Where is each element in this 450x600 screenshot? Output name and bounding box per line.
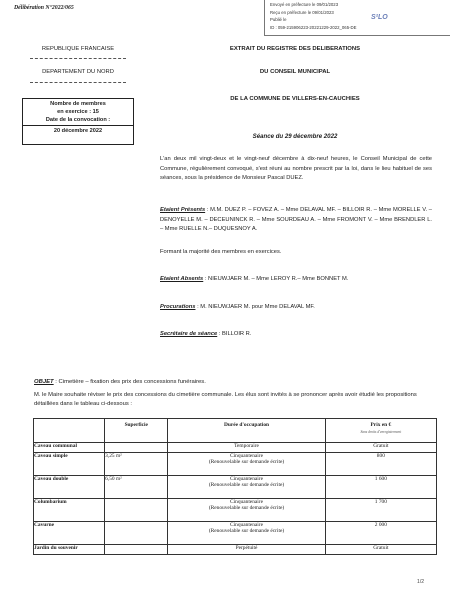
- membres-label: Nombre de membres: [50, 101, 106, 107]
- conseil-title: DU CONSEIL MUNICIPAL: [259, 69, 331, 75]
- concession-surface: [105, 545, 168, 555]
- table-header-prix: [325, 419, 436, 443]
- absents-list: : NIEUWJAER M. – Mme LEROY R.– Mme BONNET M.: [204, 276, 349, 282]
- presents-label: Etaient Présents: [160, 207, 206, 213]
- duree-label: Cinquantenaire: [230, 522, 263, 528]
- convocation-label: Date de la convocation :: [45, 117, 111, 123]
- prix-header-label: Prix en €: [370, 422, 392, 428]
- majorite-text: Formant la majorité des membres en exercices.: [160, 249, 282, 255]
- membres-box: [22, 98, 134, 145]
- table-header-duree: Durée d'occupation: [168, 419, 325, 443]
- procurations-text: : M. NIEUWJAER M. pour Mme DELAVAL MF.: [197, 304, 315, 310]
- departement-label: DEPARTEMENT DU NORD: [42, 69, 114, 75]
- concession-surface: [105, 443, 168, 453]
- concession-prix: 1 600: [325, 476, 436, 499]
- membres-count: en exercice : 15: [57, 109, 99, 115]
- procurations-paragraph: [160, 303, 432, 313]
- table-row: [34, 443, 437, 453]
- deliberation-reference: Délibération N°2022/065: [14, 5, 74, 11]
- objet-text: : Cimetière – fixation des prix des concessions funéraires.: [55, 379, 206, 385]
- stamp-signature-logo: S²LO: [371, 14, 388, 21]
- concessions-table: [33, 418, 437, 555]
- table-row: [34, 476, 437, 499]
- duree-label: Cinquantenaire: [230, 453, 263, 459]
- stamp-line: ID : 059-215906223-20221229-2022_065-DE: [270, 24, 357, 30]
- concession-prix: 1 700: [325, 499, 436, 522]
- concession-type: Columbarium: [34, 499, 105, 522]
- intro-paragraph: L'an deux mil vingt-deux et le vingt-neuf décembre à dix-neuf heures, le Conseil Municipal de cette Commune, régulièrement convoqué, s'est réuni au nombre prescrit par la loi, dans le lieu habituel de ses séances, sous la présidence de Monsieur Pascal DUEZ.: [160, 156, 432, 182]
- duree-note: (Renouvelable sur demande écrite): [208, 505, 285, 511]
- concession-prix: 800: [325, 453, 436, 476]
- concession-type: Caveau communal: [34, 443, 105, 453]
- concession-surface: [105, 522, 168, 545]
- duree-note: (Renouvelable sur demande écrite): [208, 528, 285, 534]
- stamp-line: Envoyé en préfecture le 09/01/2023: [270, 2, 339, 7]
- registre-title: EXTRAIT DU REGISTRE DES DELIBERATIONS: [229, 46, 361, 52]
- duree-label: Temporaire: [234, 443, 259, 449]
- table-row: [34, 545, 437, 555]
- concession-duree: [168, 453, 325, 476]
- absents-paragraph: [160, 275, 432, 285]
- concession-duree: [168, 476, 325, 499]
- duree-label: Cinquantenaire: [230, 476, 263, 482]
- duree-note: (Renouvelable sur demande écrite): [208, 459, 285, 465]
- republique-label: REPUBLIQUE FRANCAISE: [41, 46, 115, 52]
- prefecture-stamp: [264, 0, 450, 36]
- concession-duree: [168, 522, 325, 545]
- page-number: 1/2: [417, 579, 424, 585]
- concession-surface: [105, 499, 168, 522]
- divider: [30, 82, 126, 83]
- table-header-superficie: Superficie: [105, 419, 168, 443]
- stamp-line: Reçu en préfecture le 09/01/2023: [270, 9, 334, 15]
- table-row: [34, 453, 437, 476]
- concession-type: Caveau double: [34, 476, 105, 499]
- concession-prix: Gratuit: [325, 545, 436, 555]
- stamp-line: Publié le: [270, 17, 287, 22]
- divider: [23, 125, 133, 126]
- concession-type: Caveau simple: [34, 453, 105, 476]
- table-header-row: [34, 419, 437, 443]
- concession-duree: [168, 499, 325, 522]
- concession-surface: 3,25 m²: [105, 453, 168, 476]
- presents-list: : M.M. DUEZ P. – FOVEZ A. – Mme DELAVAL MF. – BILLOIR R. – Mme MORELLE V. – DENOYELLE M. – DECEUNINCK R. – Mme SOURDEAU A. – Mme FROMONT V. – Mme BRENDLER L. – Mme RUELLE N.– DUQUESNOY A.: [160, 207, 432, 233]
- concession-surface: 6,50 m²: [105, 476, 168, 499]
- presents-paragraph: [160, 206, 432, 235]
- prix-header-sub: Sans droits d'enregistrement: [360, 430, 402, 434]
- commune-title: DE LA COMMUNE DE VILLERS-EN-CAUCHIES: [230, 96, 360, 102]
- absents-label: Etaient Absents: [160, 276, 204, 282]
- concession-duree: [168, 545, 325, 555]
- objet-intro: M. le Maire souhaite réviser le prix des concessions du cimetière communale. Les élus sont invités à se prononcer après avoir étudié les propositions détaillées dans le tableau ci-dessous :: [34, 392, 417, 408]
- table-row: [34, 522, 437, 545]
- procurations-label: Procurations: [160, 304, 196, 310]
- divider: [30, 58, 126, 59]
- convocation-date: 20 décembre 2022: [53, 128, 103, 134]
- concession-type: Jardin du souvenir: [34, 545, 105, 555]
- objet-line: [34, 379, 206, 385]
- seance-date: Séance du 29 décembre 2022: [252, 133, 338, 140]
- table-header-type: [34, 419, 105, 443]
- concession-prix: Gratuit: [325, 443, 436, 453]
- secretaire-paragraph: [160, 330, 432, 340]
- objet-label: OBJET: [34, 379, 54, 385]
- concession-type: Cavurne: [34, 522, 105, 545]
- concession-duree: [168, 443, 325, 453]
- secretaire-text: : BILLOIR R.: [218, 331, 252, 337]
- duree-label: Perpétuité: [235, 545, 258, 551]
- duree-label: Cinquantenaire: [230, 499, 263, 505]
- concession-prix: 2 000: [325, 522, 436, 545]
- duree-note: (Renouvelable sur demande écrite): [208, 482, 285, 488]
- secretaire-label: Secrétaire de séance: [160, 331, 218, 337]
- table-row: [34, 499, 437, 522]
